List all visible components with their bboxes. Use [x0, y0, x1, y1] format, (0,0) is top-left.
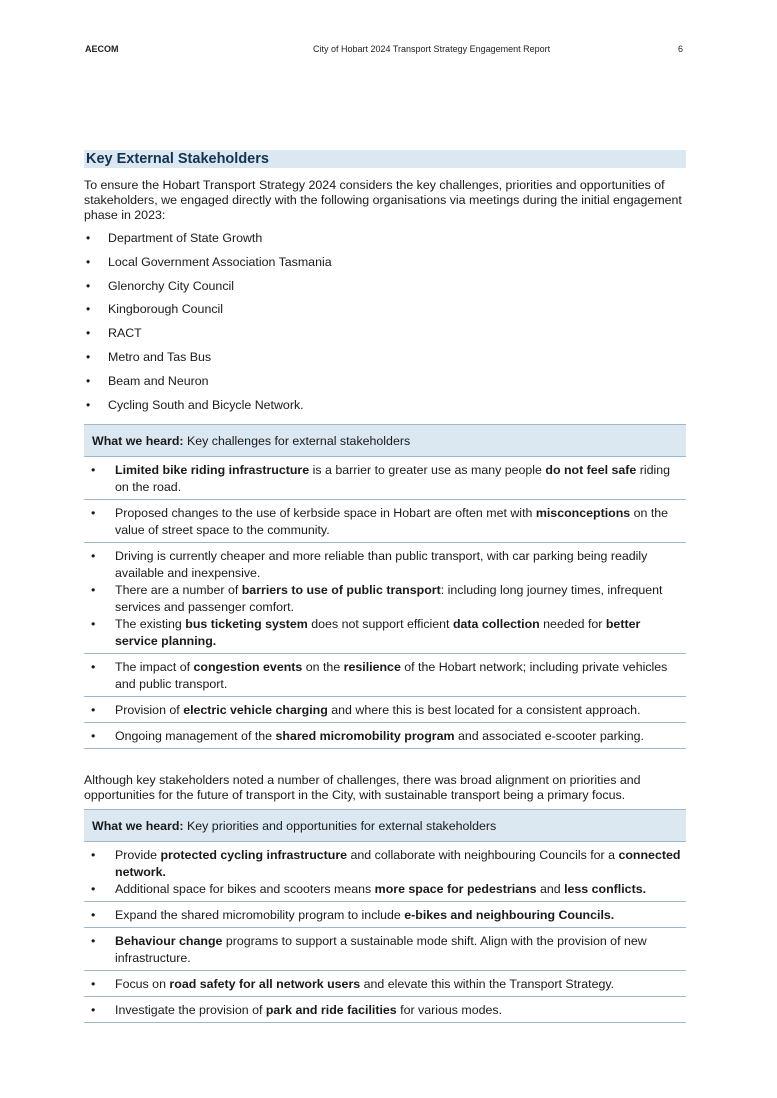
priorities-body	[84, 842, 686, 1023]
intro-paragraph: To ensure the Hobart Transport Strategy 2024 considers the key challenges, priorities and opportunities of stakeholders, we engaged directly with the following organisations via meetings during the initial engagement phase in 2023:	[84, 178, 682, 222]
list-item: • Cycling South and Bicycle Network.	[84, 398, 686, 422]
list-item: • Kingborough Council	[84, 302, 686, 326]
list-item: • Local Government Association Tasmania	[84, 255, 686, 279]
table-cell	[84, 543, 686, 654]
page-header	[85, 44, 685, 58]
table-row	[84, 500, 686, 543]
table-cell	[84, 997, 686, 1023]
bullet-point: • Focus on road safety for all network users and elevate this within the Transport Strategy.	[88, 976, 682, 993]
main-content	[84, 150, 686, 1023]
table-cell	[84, 723, 686, 749]
table-row	[84, 997, 686, 1023]
bullet-point: • There are a number of barriers to use of public transport: including long journey times, infrequent services and passenger comfort.	[88, 582, 682, 616]
heading-text: Key challenges for external stakeholders	[183, 433, 411, 448]
challenges-table-heading	[84, 425, 686, 457]
heading-text: Key priorities and opportunities for external stakeholders	[183, 818, 497, 833]
table-row	[84, 543, 686, 654]
list-item: • Glenorchy City Council	[84, 279, 686, 303]
bullet-point: • Provision of electric vehicle charging and where this is best located for a consistent approach.	[88, 702, 682, 719]
header-org: AECOM	[85, 44, 119, 54]
bullet-point: • Proposed changes to the use of kerbside space in Hobart are often met with misconceptions on the value of street space to the community.	[88, 505, 682, 539]
heading-bold: What we heard:	[92, 818, 184, 833]
table-cell	[84, 457, 686, 500]
table-row	[84, 971, 686, 997]
list-item: • Department of State Growth	[84, 231, 686, 255]
priorities-table-heading	[84, 810, 686, 842]
bullet-point: • Driving is currently cheaper and more reliable than public transport, with car parking being readily available and inexpensive.	[88, 548, 682, 582]
table-cell	[84, 928, 686, 971]
table-cell	[84, 697, 686, 723]
heading-bold: What we heard:	[92, 433, 184, 448]
section-title: Key External Stakeholders	[84, 150, 686, 168]
bullet-point: • Provide protected cycling infrastructure and collaborate with neighbouring Councils for a connected network.	[88, 847, 682, 881]
bullet-point: • Additional space for bikes and scooters means more space for pedestrians and less conflicts.	[88, 881, 682, 898]
list-item: • Metro and Tas Bus	[84, 350, 686, 374]
table-row	[84, 902, 686, 928]
table-row	[84, 928, 686, 971]
priorities-table	[84, 809, 686, 1023]
bullet-point: • Ongoing management of the shared micromobility program and associated e-scooter parking.	[88, 728, 682, 745]
bullet-point: • The impact of congestion events on the resilience of the Hobart network; including private vehicles and public transport.	[88, 659, 682, 693]
table-cell	[84, 654, 686, 697]
bullet-point: • Limited bike riding infrastructure is a barrier to greater use as many people do not feel safe riding on the road.	[88, 462, 682, 496]
bullet-point: • Behaviour change programs to support a sustainable mode shift. Align with the provision of new infrastructure.	[88, 933, 682, 967]
table-row	[84, 457, 686, 500]
table-cell	[84, 500, 686, 543]
list-item: • RACT	[84, 326, 686, 350]
table-cell	[84, 842, 686, 902]
header-title: City of Hobart 2024 Transport Strategy Engagement Report	[313, 44, 551, 54]
bullet-point: • Investigate the provision of park and ride facilities for various modes.	[88, 1002, 682, 1019]
table-cell	[84, 971, 686, 997]
transition-paragraph: Although key stakeholders noted a number of challenges, there was broad alignment on priorities and opportunities for the future of transport in the City, with sustainable transport being a primary focus.	[84, 773, 641, 803]
table-row	[84, 723, 686, 749]
table-row	[84, 654, 686, 697]
challenges-body	[84, 457, 686, 749]
table-row	[84, 842, 686, 902]
table-cell	[84, 902, 686, 928]
table-row	[84, 697, 686, 723]
bullet-point: • Expand the shared micromobility program to include e-bikes and neighbouring Councils.	[88, 907, 682, 924]
stakeholder-list	[84, 231, 686, 421]
list-item: • Beam and Neuron	[84, 374, 686, 398]
page-number: 6	[678, 44, 684, 54]
bullet-point: • The existing bus ticketing system does not support efficient data collection needed for better service planning.	[88, 616, 682, 650]
challenges-table	[84, 424, 686, 749]
